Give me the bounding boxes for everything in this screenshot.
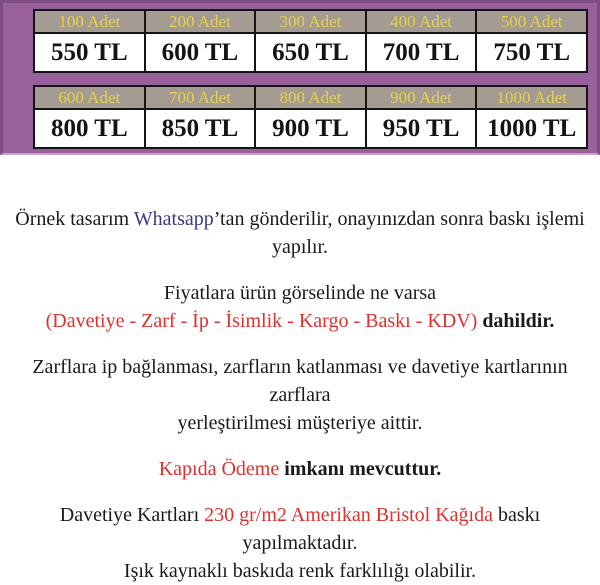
quantity-header-cell: 200 Adet: [145, 10, 256, 33]
quantity-header-cell: 400 Adet: [366, 10, 477, 33]
paper-note-post: baskı yapılmaktadır.: [242, 504, 541, 554]
payment-red-text: Kapıda Ödeme: [158, 458, 280, 480]
price-row: [34, 109, 587, 148]
price-cell: 850 TL: [145, 109, 256, 148]
quantity-header-row: [34, 10, 587, 33]
price-row: [34, 33, 587, 72]
quantity-header-cell: 900 Adet: [366, 86, 477, 109]
price-cell: 950 TL: [366, 109, 477, 148]
price-cell: 600 TL: [145, 33, 256, 72]
quantity-header-row: [34, 86, 587, 109]
includes-suffix: dahildir.: [477, 310, 555, 332]
price-cell: 700 TL: [366, 33, 477, 72]
price-cell: 550 TL: [34, 33, 145, 72]
assembly-note-line1: Zarflara ip bağlanması, zarfların katlanması ve davetiye kartlarının zarflara: [32, 356, 568, 406]
price-cell: 800 TL: [34, 109, 145, 148]
includes-items-red: (Davetiye - Zarf - İp - İsimlik - Kargo - Baskı - KDV): [45, 310, 478, 332]
paper-note-line2: Işık kaynaklı baskıda renk farklılığı olabilir.: [123, 560, 477, 582]
quantity-header-cell: 1000 Adet: [476, 86, 587, 109]
quantity-header-cell: 500 Adet: [476, 10, 587, 33]
product-notes: [0, 205, 600, 585]
payment-suffix: imkanı mevcuttur.: [279, 458, 442, 480]
proof-note-post: ’tan gönderilir, onayınızdan sonra baskı işlemi yapılır.: [213, 208, 585, 258]
paper-spec-red: 230 gr/m2 Amerikan Bristol Kağıda: [204, 504, 493, 526]
quantity-header-cell: 600 Adet: [34, 86, 145, 109]
whatsapp-brand-text: Whatsapp: [133, 208, 214, 230]
paper-note: [0, 501, 600, 585]
price-cell: 750 TL: [476, 33, 587, 72]
price-table-600-1000: [33, 85, 588, 149]
includes-note: [0, 279, 600, 335]
proof-note: [0, 205, 600, 261]
includes-note-line1: Fiyatlara ürün görselinde ne varsa: [163, 282, 437, 304]
price-table-100-500: [33, 9, 588, 73]
quantity-header-cell: 300 Adet: [255, 10, 366, 33]
payment-note: [0, 455, 600, 483]
price-cell: 650 TL: [255, 33, 366, 72]
quantity-header-cell: 800 Adet: [255, 86, 366, 109]
pricing-banner: [0, 0, 600, 155]
quantity-header-cell: 100 Adet: [34, 10, 145, 33]
paper-note-pre: Davetiye Kartları: [59, 504, 205, 526]
price-cell: 900 TL: [255, 109, 366, 148]
price-cell: 1000 TL: [476, 109, 587, 148]
proof-note-pre: Örnek tasarım: [15, 208, 134, 230]
assembly-note: [0, 353, 600, 437]
quantity-header-cell: 700 Adet: [145, 86, 256, 109]
assembly-note-line2: yerleştirilmesi müşteriye aittir.: [177, 412, 423, 434]
